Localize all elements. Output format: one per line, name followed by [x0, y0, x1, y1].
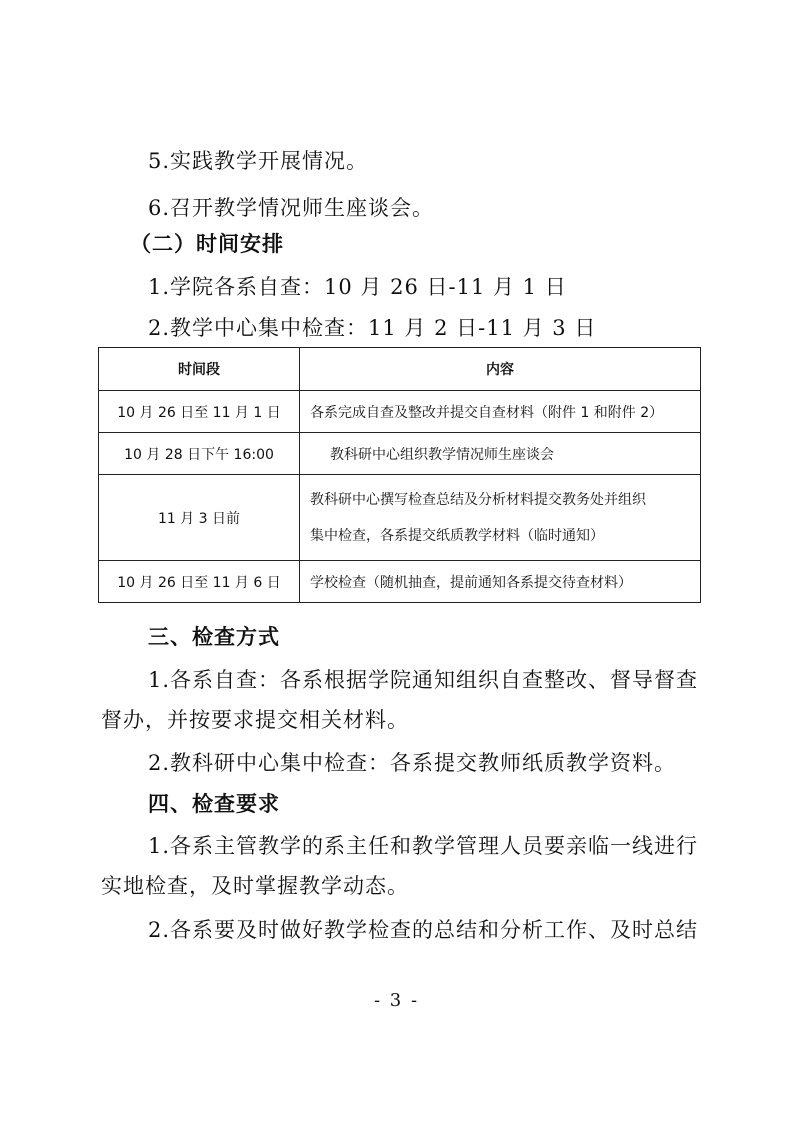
paragraph-requirement1-line1: 1.各系主管教学的系主任和教学管理人员要亲临一线进行: [148, 834, 699, 858]
paragraph-requirement2-line1: 2.各系要及时做好教学检查的总结和分析工作、及时总结: [148, 918, 699, 942]
paragraph-self-check-line2: 督办，并按要求提交相关材料。: [101, 708, 409, 732]
section-heading-check-method: 三、检查方式: [148, 625, 280, 649]
table-cell-content: 教科研中心组织教学情况师生座谈会: [300, 433, 701, 475]
paragraph-central-check: 2.教科研中心集中检查：各系提交教师纸质教学资料。: [148, 751, 677, 775]
table-cell-content: 学校检查（随机抽查，提前通知各系提交待查材料）: [300, 561, 701, 603]
table-cell-time: 10 月 26 日至 11 月 6 日: [99, 561, 300, 603]
page-number: - 3 -: [373, 990, 420, 1011]
list-item-self-check-dates: 1.学院各系自查：10 月 26 日-11 月 1 日: [148, 275, 567, 299]
table-header-row: [99, 348, 701, 391]
table-row: [99, 561, 701, 603]
table-row: [99, 433, 701, 475]
paragraph-self-check-line1: 1.各系自查：各系根据学院通知组织自查整改、督导督查: [148, 668, 699, 692]
list-item-practice-teaching: 5.实践教学开展情况。: [148, 149, 369, 173]
section-heading-check-requirements: 四、检查要求: [148, 792, 280, 816]
table-cell-content-line: 集中检查，各系提交纸质教学材料（临时通知）: [310, 527, 604, 544]
column-header-time: 时间段: [99, 348, 300, 391]
list-item-symposium: 6.召开教学情况师生座谈会。: [148, 196, 435, 220]
table-cell-content: [300, 475, 701, 561]
table-row: [99, 475, 701, 561]
section-heading-time-schedule: （二）时间安排: [130, 232, 284, 256]
table-cell-content: 各系完成自查及整改并提交自查材料（附件 1 和附件 2）: [300, 391, 701, 433]
schedule-table: [98, 347, 701, 603]
column-header-content: 内容: [300, 348, 701, 391]
paragraph-requirement1-line2: 实地检查，及时掌握教学动态。: [101, 874, 409, 898]
table-cell-time: 10 月 28 日下午 16:00: [99, 433, 300, 475]
table-cell-time: 10 月 26 日至 11 月 1 日: [99, 391, 300, 433]
list-item-central-check-dates: 2.教学中心集中检查：11 月 2 日-11 月 3 日: [148, 316, 597, 340]
table-cell-content-line: 教科研中心撰写检查总结及分析材料提交教务处并组织: [310, 491, 646, 508]
table-cell-time: 11 月 3 日前: [99, 475, 300, 561]
table-row: [99, 391, 701, 433]
